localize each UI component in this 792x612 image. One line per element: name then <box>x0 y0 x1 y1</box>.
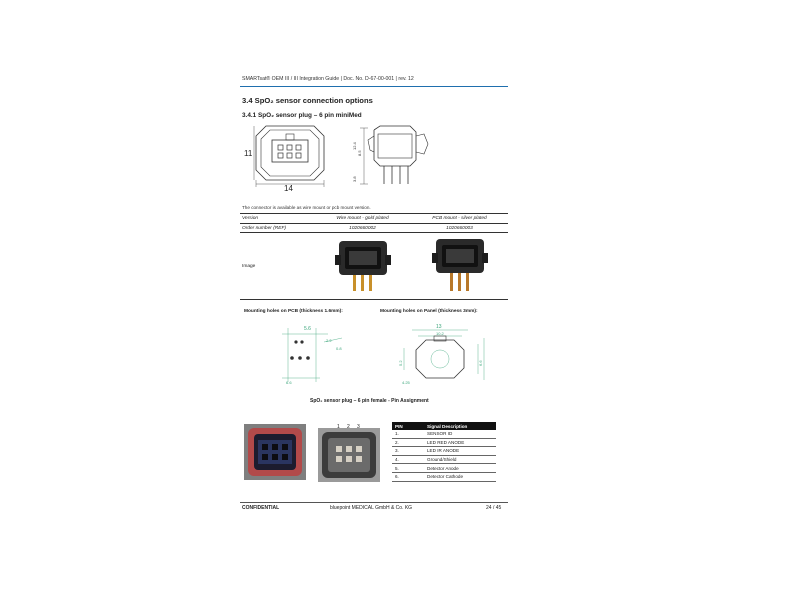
page-header: SMARTsat® OEM III / III Integration Guide | Doc. No. D-67-00-001 | rev. 12 <box>242 76 414 82</box>
wire-connector-photo <box>335 235 391 295</box>
subsection-title: 3.4.1 SpO₂ sensor plug – 6 pin miniMed <box>242 112 362 119</box>
male-connector-photo <box>318 422 380 482</box>
pcb-dim-b: 2.2 <box>326 338 332 343</box>
pin-number-3: 3 <box>357 424 360 430</box>
table-row <box>392 438 496 447</box>
pin-number: 5. <box>392 464 424 473</box>
page-number: 24 / 45 <box>486 505 502 511</box>
dim-width-label: 14 <box>284 184 293 192</box>
pin-signal: LED RED ANODE <box>424 438 496 447</box>
footer-rule <box>240 502 508 503</box>
dim-height-label: 11 <box>244 149 253 158</box>
panel-mounting-title: Mounting holes on Panel (thickness 3mm): <box>380 309 478 314</box>
table-row <box>392 447 496 456</box>
pcb-order-number: 1020660003 <box>411 224 508 233</box>
panel-dim-c: 5.2 <box>398 360 403 366</box>
pin-number-1: 1 <box>337 424 340 430</box>
table-row <box>392 472 496 481</box>
panel-dim-a: 13 <box>436 324 442 330</box>
order-number-label: Order number (REF) <box>240 224 314 233</box>
pcb-dim-c: 0.8 <box>336 346 342 351</box>
section-title: 3.4 SpO₂ sensor connection options <box>242 96 373 105</box>
panel-dim-b: 10.2 <box>436 331 444 336</box>
version-label: Version <box>240 214 314 224</box>
pcb-holes-drawing <box>276 320 356 386</box>
pin-table-header <box>392 422 496 430</box>
pin-signal: LED IR ANODE <box>424 447 496 456</box>
pin-header: PIN <box>392 422 424 430</box>
pcb-dim-a: 5.6 <box>304 326 311 332</box>
pin-assignment-table <box>392 422 496 482</box>
female-connector-photo <box>244 424 306 480</box>
table-row <box>392 455 496 464</box>
connector-note: The connector is available as wire mount or pcb mount version. <box>242 205 371 210</box>
pin-signal: Ground/Shield <box>424 455 496 464</box>
table-row <box>240 224 508 233</box>
pin-number-2: 2 <box>347 424 350 430</box>
pin-number: 4. <box>392 455 424 464</box>
table-row <box>392 430 496 438</box>
panel-dim-d: 6.6 <box>478 360 483 366</box>
connector-front-drawing <box>242 120 334 192</box>
pin-signal: SENSOR ID <box>424 430 496 438</box>
image-label: Image <box>240 233 314 300</box>
pin-number: 3. <box>392 447 424 456</box>
pcb-mount-label: PCB mount - silver plated <box>411 214 508 224</box>
pcb-dim-d: 6.6 <box>286 380 292 385</box>
connector-side-drawing <box>350 120 434 192</box>
pin-number: 2. <box>392 438 424 447</box>
pin-signal: Detector Cathode <box>424 472 496 481</box>
wire-mount-label: Wire mount - gold plated <box>314 214 411 224</box>
wire-order-number: 1020660002 <box>314 224 411 233</box>
pcb-mounting-title: Mounting holes on PCB (thickness 1.6mm): <box>244 309 343 314</box>
table-row <box>240 233 508 300</box>
dim-side-a: 12.4 <box>352 142 357 150</box>
connector-version-table <box>240 213 508 300</box>
panel-holes-drawing <box>396 318 492 388</box>
signal-header: Signal Description <box>424 422 496 430</box>
pin-number: 1. <box>392 430 424 438</box>
dim-side-c: 3.8 <box>352 176 357 182</box>
footer-company: bluepoint MEDICAL GmbH & Co. KG <box>330 505 413 511</box>
table-row <box>240 214 508 224</box>
wire-mount-photo <box>314 233 411 300</box>
header-rule <box>240 86 508 87</box>
footer-confidential: CONFIDENTIAL <box>242 505 280 511</box>
panel-dim-e: 4.25 <box>402 380 410 385</box>
pin-assignment-caption: SpO₂ sensor plug – 6 pin female - Pin Assignment <box>310 398 429 404</box>
dim-side-b: 8.5 <box>357 150 362 156</box>
pin-signal: Detector Anode <box>424 464 496 473</box>
table-row <box>392 464 496 473</box>
pcb-connector-photo <box>432 235 488 295</box>
pcb-mount-photo <box>411 233 508 300</box>
pin-number: 6. <box>392 472 424 481</box>
